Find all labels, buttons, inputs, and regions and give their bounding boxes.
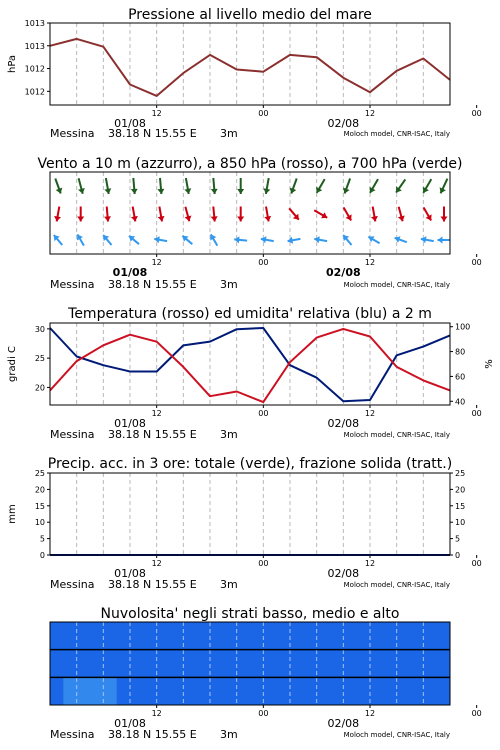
wind-arrow-850hpa [424, 208, 432, 221]
cloud-x-tick-label: 00 [258, 709, 269, 718]
precip-x-tick-label: 00 [471, 559, 482, 568]
wind-arrow-700hpa [237, 178, 244, 194]
precip-x-tick-label: 12 [364, 559, 376, 568]
wind-x-tick-label: 12 [151, 258, 162, 267]
pressure-y-tick-label: 1012 [24, 64, 45, 74]
wind-x-tick-label: 12 [364, 258, 376, 267]
pressure-plot-frame [50, 23, 450, 105]
humidity-y-right-tick-label: 100 [455, 322, 471, 332]
cloud-date-label: 01/08 [114, 717, 146, 730]
humidity-y-label: % [484, 359, 495, 369]
wind-arrow-10m [261, 236, 274, 243]
wind-arrow-700hpa [78, 178, 85, 193]
pressure-chart-title: Pressione al livello medio del mare [128, 7, 372, 23]
wind-arrow-10m [182, 236, 192, 244]
pressure-x-tick-label: 00 [471, 109, 482, 118]
model-credit: Moloch model, CNR-ISAC, Italy [343, 581, 450, 589]
wind-arrow-700hpa [396, 179, 405, 192]
pressure-footer [50, 127, 450, 140]
precip-date-label: 01/08 [114, 567, 146, 580]
wind-arrow-700hpa [211, 178, 218, 194]
temperature-date-label: 02/08 [327, 417, 360, 430]
cloud-date-label: 02/08 [327, 717, 360, 730]
wind-chart-title: Vento a 10 m (azzurro), a 850 hPa (rosso), a 700 hPa (verde) [37, 156, 463, 172]
location-elevation: 3m [220, 728, 238, 741]
precip-y-tick-label: 5 [39, 534, 45, 544]
model-credit: Moloch model, CNR-ISAC, Italy [343, 731, 450, 739]
wind-arrow-700hpa [104, 178, 111, 194]
wind-arrow-700hpa [343, 179, 350, 194]
wind-arrow-850hpa [289, 208, 299, 219]
pressure-y-tick-label: 1013 [24, 19, 45, 28]
precip-footer [50, 578, 450, 591]
location-coords: 38.18 N 15.55 E [108, 127, 197, 140]
precip-x-tick-label: 00 [258, 559, 269, 568]
wind-arrow-850hpa-head [104, 216, 111, 221]
precip-y-right-tick-label: 10 [455, 518, 466, 528]
temperature-y-tick-label: 20 [34, 383, 45, 393]
wind-arrow-850hpa [237, 207, 244, 222]
wind-arrow-700hpa [263, 178, 270, 194]
wind-arrow-850hpa [54, 207, 61, 222]
temperature-date-label: 01/08 [114, 417, 146, 430]
chart-marks [25, 19, 482, 730]
wind-arrow-700hpa-head [131, 189, 138, 194]
location-coords: 38.18 N 15.55 E [108, 578, 197, 591]
wind-arrow-850hpa [264, 207, 271, 222]
pressure-x-tick-label: 12 [151, 109, 162, 118]
pressure-line [50, 39, 450, 96]
pressure-date-label: 01/08 [114, 117, 146, 130]
wind-footer [50, 278, 450, 291]
wind-arrow-850hpa [314, 210, 327, 218]
wind-arrow-10m-head [438, 237, 443, 244]
wind-arrow-850hpa-head [441, 217, 448, 222]
temperature-y-tick-label: 25 [34, 354, 45, 364]
wind-arrow-10m [438, 237, 451, 244]
wind-arrow-700hpa-head [211, 189, 218, 194]
wind-arrow-850hpa [77, 207, 84, 222]
cloud-chart-title: Nuvolosita' negli strati basso, medio e alto [100, 606, 400, 622]
location-coords: 38.18 N 15.55 E [108, 428, 197, 441]
wind-arrow-850hpa-head [237, 217, 244, 222]
wind-arrow-850hpa [371, 207, 378, 222]
wind-arrow-10m [210, 234, 217, 245]
wind-x-tick-label: 00 [258, 258, 269, 267]
temperature-chart-title: Temperatura (rosso) ed umidita' relativa (blu) a 2 m [68, 306, 432, 322]
precip-y-right-tick-label: 15 [455, 501, 466, 511]
humidity-y-right-tick-label: 40 [455, 397, 466, 407]
wind-date-label: 01/08 [112, 266, 148, 279]
wind-arrow-850hpa [344, 208, 352, 221]
wind-arrow-700hpa [184, 178, 191, 194]
wind-arrow-850hpa [104, 207, 111, 222]
location-name: Messina [50, 578, 95, 591]
location-elevation: 3m [220, 127, 238, 140]
wind-arrow-700hpa [440, 179, 448, 194]
temperature-x-tick-label: 00 [471, 409, 482, 418]
precip-y-tick-label: 20 [34, 485, 45, 495]
precip-plot-frame [50, 473, 450, 555]
precip-y-tick-label: 0 [39, 551, 45, 560]
temperature-x-tick-label: 00 [258, 409, 269, 418]
precip-date-label: 02/08 [327, 567, 360, 580]
temperature-footer [50, 428, 450, 441]
temperature-x-tick-label: 12 [364, 409, 376, 418]
precip-x-tick-label: 12 [151, 559, 162, 568]
precip-y-right-tick-label: 25 [455, 469, 466, 478]
wind-arrow-700hpa [55, 179, 62, 194]
wind-arrow-850hpa [131, 207, 138, 222]
temperature-x-tick-label: 12 [151, 409, 162, 418]
pressure-x-tick-label: 12 [364, 109, 376, 118]
location-name: Messina [50, 278, 95, 291]
precip-chart-title: Precip. acc. in 3 ore: totale (verde), frazione solida (tratt.) [47, 456, 453, 472]
pressure-y-tick-label: 1013 [24, 41, 45, 51]
wind-arrow-700hpa-head [237, 189, 244, 194]
wind-x-tick-label: 00 [471, 258, 482, 267]
wind-arrow-700hpa [157, 178, 164, 194]
wind-arrow-700hpa [370, 179, 379, 193]
wind-arrow-700hpa [316, 179, 325, 193]
precip-y-right-tick-label: 5 [455, 534, 461, 544]
cloud-footer [50, 728, 450, 741]
location-name: Messina [50, 728, 95, 741]
wind-arrow-700hpa [423, 179, 432, 193]
location-elevation: 3m [220, 428, 238, 441]
model-credit: Moloch model, CNR-ISAC, Italy [343, 130, 450, 138]
humidity-y-right-tick-label: 80 [455, 347, 466, 357]
pressure-y-label: hPa [7, 54, 18, 74]
location-coords: 38.18 N 15.55 E [108, 728, 197, 741]
temperature-y-tick-label: 30 [34, 324, 45, 334]
wind-arrow-700hpa-head [157, 189, 164, 194]
wind-arrow-850hpa-head [211, 216, 218, 221]
location-name: Messina [50, 428, 95, 441]
precip-y-tick-label: 15 [34, 501, 45, 511]
wind-date-label: 02/08 [326, 266, 361, 279]
location-coords: 38.18 N 15.55 E [108, 278, 197, 291]
temperature-y-label: gradi C [7, 346, 18, 382]
location-elevation: 3m [220, 278, 238, 291]
pressure-date-label: 02/08 [327, 117, 360, 130]
wind-arrow-700hpa [131, 178, 138, 194]
wind-arrow-850hpa-head [77, 217, 84, 222]
model-credit: Moloch model, CNR-ISAC, Italy [343, 431, 450, 439]
location-elevation: 3m [220, 578, 238, 591]
wind-arrow-850hpa [441, 207, 448, 222]
humidity-y-right-tick-label: 60 [455, 372, 466, 382]
location-name: Messina [50, 127, 95, 140]
wind-arrow-10m [234, 236, 247, 243]
cloud-x-tick-label: 00 [471, 709, 482, 718]
precip-y-right-tick-label: 20 [455, 485, 466, 495]
cloud-x-tick-label: 12 [364, 709, 376, 718]
wind-arrow-850hpa [211, 207, 218, 222]
humidity-line [50, 328, 450, 401]
wind-arrow-10m [77, 234, 84, 245]
wind-arrow-850hpa [398, 207, 405, 221]
precip-y-tick-label: 25 [34, 469, 45, 478]
precip-y-right-tick-label: 0 [455, 551, 461, 560]
precip-y-tick-label: 10 [34, 518, 45, 528]
wind-arrow-10m [343, 235, 351, 245]
wind-arrow-10m [421, 236, 434, 243]
cloud-x-tick-label: 12 [151, 709, 162, 718]
precip-y-label: mm [7, 504, 18, 524]
wind-arrow-10m [54, 235, 62, 245]
pressure-y-tick-label: 1012 [24, 87, 45, 97]
temperature-plot-frame [50, 323, 450, 405]
wind-arrow-700hpa [290, 179, 297, 194]
model-credit: Moloch model, CNR-ISAC, Italy [343, 281, 450, 289]
wind-arrow-10m [103, 235, 111, 245]
wind-arrow-850hpa [185, 207, 192, 221]
pressure-x-tick-label: 00 [258, 109, 269, 118]
wind-arrow-850hpa [158, 207, 165, 222]
